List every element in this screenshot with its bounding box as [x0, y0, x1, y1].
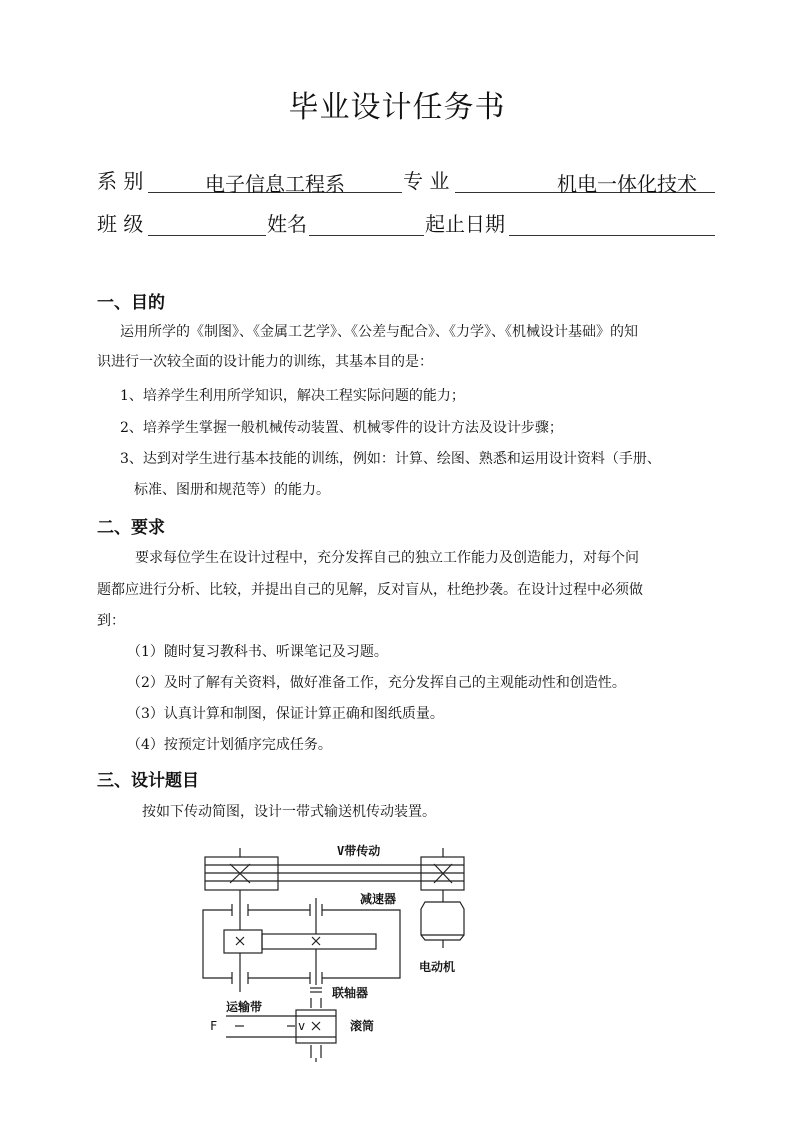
paragraph-line: 题都应进行分析、比较，并提出自己的见解，反对盲从，杜绝抄袭。在设计过程中必须做 [97, 582, 643, 598]
paragraph-line: 运用所学的《制图》、《金属工艺学》、《公差与配合》、《力学》、《机械设计基础》的知 [120, 324, 638, 340]
list-item: 1、培养学生利用所学知识，解决工程实际问题的能力； [120, 388, 465, 404]
label-coupling: 联轴器 [332, 986, 369, 1000]
list-item-continuation: 标准、图册和规范等）的能力。 [134, 482, 330, 498]
major-label: 专 业 [403, 169, 450, 193]
list-item: （1）随时复习教科书、听课笔记及习题。 [127, 644, 388, 660]
label-drum: 滚筒 [350, 1019, 375, 1033]
conveyor-belt [226, 1016, 296, 1037]
label-force: F [210, 1019, 218, 1033]
paragraph-line: 到： [97, 613, 125, 629]
list-item: （3）认真计算和制图，保证计算正确和图纸质量。 [127, 706, 444, 722]
date-label: 起止日期 [425, 212, 505, 236]
major-value: 机电一体化技术 [557, 172, 697, 196]
gears [224, 930, 376, 953]
class-label: 班 级 [97, 212, 144, 236]
coupling [310, 988, 322, 1008]
label-v-belt: V带传动 [337, 844, 381, 858]
paragraph-line: 识进行一次较全面的设计能力的训练，其基本目的是： [97, 354, 433, 370]
paragraph-line: 按如下传动简图，设计一带式输送机传动装置。 [142, 804, 436, 820]
right-pulley [421, 848, 464, 902]
v-belt [278, 865, 421, 881]
label-reducer: 减速器 [360, 892, 397, 906]
department-label: 系 别 [97, 169, 144, 193]
label-velocity: v [298, 1019, 306, 1033]
section-heading-purpose: 一、目的 [97, 293, 165, 313]
list-item: 3、达到对学生进行基本技能的训练，例如：计算、绘图、熟悉和运用设计资料（手册、 [120, 451, 661, 467]
left-pulley [205, 848, 278, 890]
paragraph-line: 要求每位学生在设计过程中，充分发挥自己的独立工作能力及创造能力，对每个问 [135, 550, 639, 566]
motor [421, 902, 464, 948]
list-item: 2、培养学生掌握一般机械传动装置、机械零件的设计方法及设计步骤； [120, 420, 563, 436]
drum [296, 1010, 336, 1062]
label-motor: 电动机 [419, 960, 456, 974]
name-label: 姓名 [267, 212, 307, 236]
document-title: 毕业设计任务书 [288, 90, 506, 125]
section-heading-design-topic: 三、设计题目 [97, 771, 199, 791]
list-item: （4）按预定计划循序完成任务。 [127, 737, 332, 753]
reducer-housing [203, 904, 400, 984]
label-conveyor-belt: 运输带 [226, 1000, 263, 1014]
section-heading-requirements: 二、要求 [97, 518, 165, 538]
department-value: 电子信息工程系 [205, 172, 345, 196]
list-item: （2）及时了解有关资料，做好准备工作，充分发挥自己的主观能动性和创造性。 [127, 675, 626, 691]
